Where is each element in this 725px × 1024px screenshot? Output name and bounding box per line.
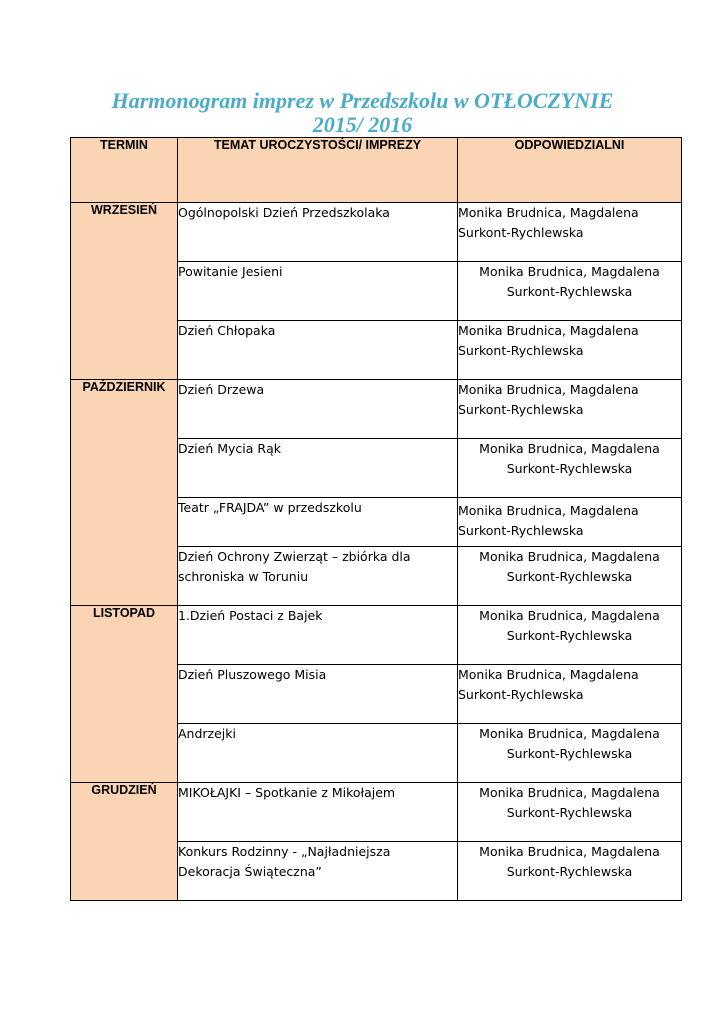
month-cell: LISTOPAD [71, 606, 178, 783]
event-topic: Teatr „FRAJDA” w przedszkolu [178, 498, 458, 547]
responsible-line: Surkont-Rychlewska [506, 569, 633, 584]
responsible-line: Monika Brudnica, Magdalena [479, 608, 660, 623]
event-responsible [458, 439, 682, 498]
month-cell: PAŹDZIERNIK [71, 380, 178, 606]
schedule-table [70, 137, 682, 901]
event-responsible [458, 498, 682, 547]
header-responsible: ODPOWIEDZIALNI [458, 138, 682, 203]
event-responsible [458, 842, 682, 901]
header-row [71, 138, 682, 203]
document-subtitle-year: 2015/ 2016 [312, 112, 413, 137]
responsible-line: Monika Brudnica, Magdalena [479, 844, 660, 859]
responsible-line: Monika Brudnica, Magdalena [458, 382, 639, 397]
event-topic: Andrzejki [178, 724, 458, 783]
topic-line: Konkurs Rodzinny - „Najładniejsza [178, 844, 391, 859]
event-responsible [458, 262, 682, 321]
topic-line: Dekoracja Świąteczna” [178, 864, 322, 879]
responsible-line: Surkont-Rychlewska [506, 864, 633, 879]
responsible-line: Surkont-Rychlewska [458, 343, 584, 358]
event-topic [178, 547, 458, 606]
event-topic: Dzień Mycia Rąk [178, 439, 458, 498]
event-responsible [458, 724, 682, 783]
event-topic: 1.Dzień Postaci z Bajek [178, 606, 458, 665]
event-topic: Dzień Drzewa [178, 380, 458, 439]
responsible-line: Monika Brudnica, Magdalena [479, 441, 660, 456]
header-topic: TEMAT UROCZYSTOŚCI/ IMPREZY [178, 138, 458, 203]
responsible-line: Monika Brudnica, Magdalena [458, 205, 639, 220]
month-cell: GRUDZIEŃ [71, 783, 178, 901]
responsible-line: Surkont-Rychlewska [506, 628, 633, 643]
event-topic: Dzień Chłopaka [178, 321, 458, 380]
responsible-line: Monika Brudnica, Magdalena [479, 549, 660, 564]
event-responsible [458, 380, 682, 439]
responsible-line: Monika Brudnica, Magdalena [458, 667, 639, 682]
event-responsible [458, 665, 682, 724]
event-topic: MIKOŁAJKI – Spotkanie z Mikołajem [178, 783, 458, 842]
event-responsible [458, 547, 682, 606]
document-title: Harmonogram imprez w Przedszkolu w OTŁOCZYNIE [111, 88, 614, 113]
event-topic: Powitanie Jesieni [178, 262, 458, 321]
month-cell: WRZESIEŃ [71, 203, 178, 380]
table-row [71, 203, 682, 262]
responsible-line: Monika Brudnica, Magdalena [479, 726, 660, 741]
table-row [71, 783, 682, 842]
header-term: TERMIN [71, 138, 178, 203]
table-row [71, 606, 682, 665]
responsible-line: Monika Brudnica, Magdalena [479, 264, 660, 279]
responsible-line: Surkont-Rychlewska [506, 805, 633, 820]
table-row [71, 380, 682, 439]
event-responsible [458, 203, 682, 262]
event-topic: Ogólnopolski Dzień Przedszkolaka [178, 203, 458, 262]
responsible-line: Surkont-Rychlewska [506, 461, 633, 476]
responsible-line: Monika Brudnica, Magdalena [458, 503, 639, 518]
responsible-line: Surkont-Rychlewska [506, 746, 633, 761]
responsible-line: Monika Brudnica, Magdalena [458, 323, 639, 338]
responsible-line: Surkont-Rychlewska [506, 284, 633, 299]
topic-line: Dzień Ochrony Zwierząt – zbiórka dla [178, 549, 411, 564]
topic-line: schroniska w Toruniu [178, 569, 309, 584]
event-responsible [458, 606, 682, 665]
responsible-line: Surkont-Rychlewska [458, 687, 584, 702]
event-responsible [458, 783, 682, 842]
responsible-line: Surkont-Rychlewska [458, 523, 584, 538]
event-responsible [458, 321, 682, 380]
responsible-line: Surkont-Rychlewska [458, 402, 584, 417]
responsible-line: Surkont-Rychlewska [458, 225, 584, 240]
event-topic [178, 842, 458, 901]
event-topic: Dzień Pluszowego Misia [178, 665, 458, 724]
responsible-line: Monika Brudnica, Magdalena [479, 785, 660, 800]
